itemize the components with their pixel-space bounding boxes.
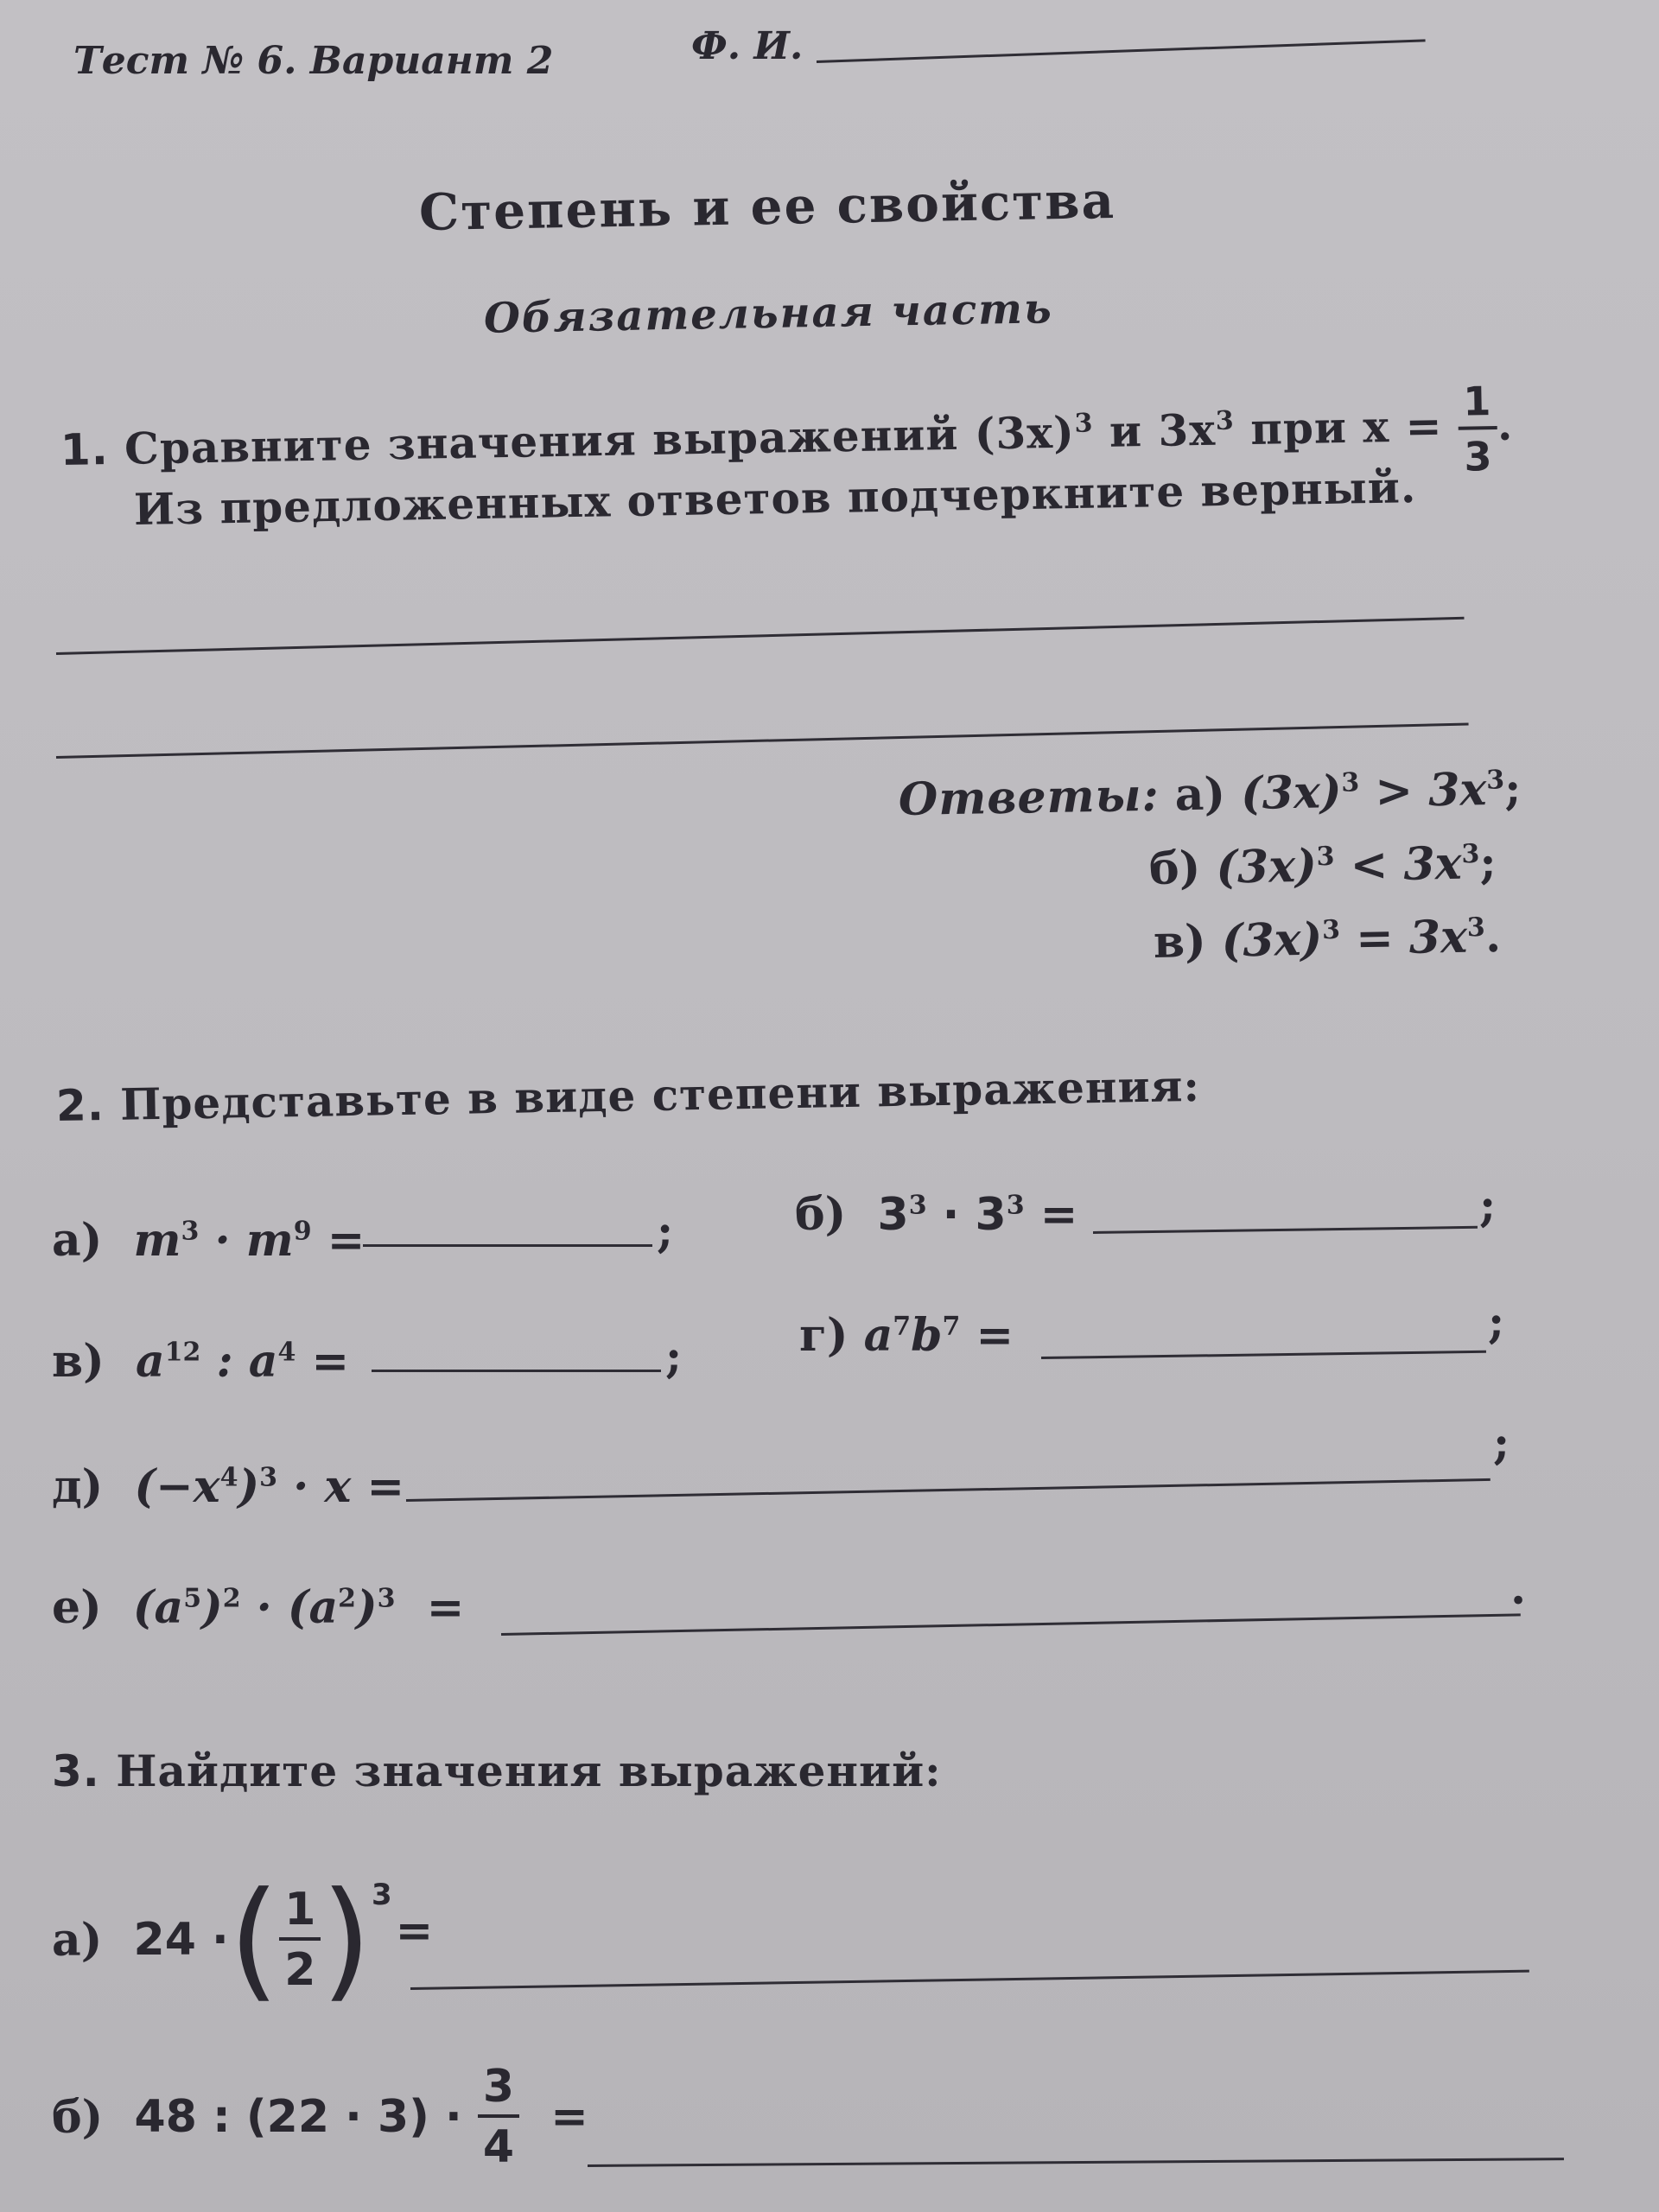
answers-label: Ответы: [898, 768, 1160, 826]
q2-e-answer-line[interactable] [501, 1613, 1521, 1636]
q3-b-fraction: $\frac{3}{4}$ [478, 2064, 519, 2170]
question-1-instruction: Из предложенных ответов подчеркните верный. [133, 461, 1417, 535]
q2-v-answer-line[interactable] [372, 1370, 661, 1372]
q2-d-answer-line[interactable] [406, 1478, 1491, 1502]
name-input-line[interactable] [817, 39, 1426, 63]
q2-item-g: г) $a^7b^7$ = [799, 1309, 1014, 1362]
question-3-text: 3. Найдите значения выражений: [52, 1745, 942, 1796]
question-1-number: 1. [60, 424, 110, 475]
answer-line-2[interactable] [56, 722, 1469, 759]
question-3-number: 3. [52, 1746, 100, 1796]
worksheet-page: Тест № 6. Вариант 2 Ф. И. Степень и ее свойства Обязательная часть 1. Сравните значения выражений $(3x)^3$ и $3x^3$ при x = $\frac{1}{3}$ . Из предложенных ответов подчеркните верный. Ответы: а) $(3x)^3 > 3x^3$; б) $(3x)^3 < 3x^3$; в) $(3x)^3 = 3x^3$. 2. Представьте в виде степени выражения: а) $m^3 \cdot m^9$ = ; б) $3^3 \cdot 3^3$ = ; в) $a^{12}$ : $a^4$ = ; г) $a^7b^7$ = ; д) $(-x^4)^3 \cdot x$ = ; е) $(a^5)^2 \cdot (a^2)^3$ = . 3. Найдите значения выражений: а) 24 · ( $\frac{1}{2}$ ) $^3$ = б) 48 : (22 · 3) · $\frac{3}{4}$ = [0, 0, 1659, 2212]
q3-a-right-paren: ) [321, 1865, 372, 2015]
q3-item-b: б) 48 : (22 · 3) · $\frac{3}{4}$ = [52, 2061, 588, 2173]
answers-row-b: б) $(3x)^3 < 3x^3$; [1148, 836, 1497, 895]
q3-a-fraction: $\frac{1}{2}$ [279, 1887, 321, 1993]
q2-item-e: е) $(a^5)^2 \cdot (a^2)^3$ = [52, 1581, 465, 1634]
q2-b-answer-line[interactable] [1093, 1226, 1478, 1234]
question-2-text: 2. Представьте в виде степени выражения: [55, 1059, 1201, 1131]
page-title: Степень и ее свойства [418, 170, 1116, 243]
q2-item-a: а) $m^3 \cdot m^9$ = [52, 1214, 365, 1267]
answer-line-1[interactable] [56, 617, 1465, 655]
q2-item-b: б) $3^3 \cdot 3^3$ = [795, 1188, 1078, 1241]
q2-item-d: д) $(-x^4)^3 \cdot x$ = [52, 1460, 405, 1513]
q3-a-answer-line[interactable] [410, 1970, 1529, 1990]
q1-fraction: $\frac{1}{3}$ [1458, 381, 1498, 477]
question-1-text: 1. Сравните значения выражений $(3x)^3$ и $3x^3$ при x = $\frac{1}{3}$ . [60, 378, 1514, 480]
q3-a-left-paren: ( [228, 1865, 280, 2015]
section-subtitle: Обязательная часть [483, 284, 1054, 343]
q2-a-answer-line[interactable] [363, 1244, 652, 1247]
q2-g-answer-line[interactable] [1041, 1351, 1486, 1359]
answers-row-a: Ответы: а) $(3x)^3 > 3x^3$; [898, 762, 1522, 826]
question-2-number: 2. [55, 1080, 105, 1131]
q2-item-v: в) $a^{12}$ : $a^4$ = [52, 1335, 350, 1388]
q3-item-a: а) 24 · ( $\frac{1}{2}$ ) $^3$ = [52, 1865, 434, 2015]
name-label: Ф. И. [691, 24, 804, 68]
test-variant-label: Тест № 6. Вариант 2 [73, 39, 554, 83]
answers-row-v: в) $(3x)^3 = 3x^3$. [1153, 909, 1502, 969]
q3-b-answer-line[interactable] [588, 2158, 1564, 2167]
